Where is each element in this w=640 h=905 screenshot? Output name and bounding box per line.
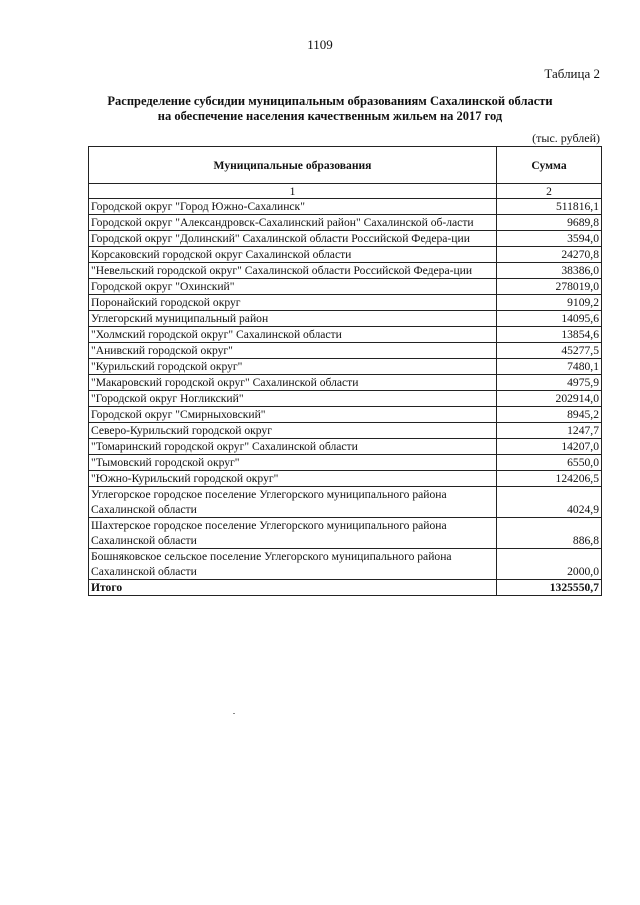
header-municipalities: Муниципальные образования [89,147,497,184]
subsidy-amount: 278019,0 [497,279,602,295]
table-label: Таблица 2 [544,66,600,81]
header-amount: Сумма [497,147,602,184]
table-row [89,487,602,518]
table-row [89,215,602,231]
table-row [89,263,602,279]
table-row [89,327,602,343]
municipality-name: Шахтерское городское поселение Углегорского муниципального района Сахалинской области [89,518,497,549]
table-row [89,343,602,359]
subsidy-amount: 1247,7 [497,423,602,439]
municipality-name: Северо-Курильский городской округ [89,423,497,439]
subsidy-amount: 14207,0 [497,439,602,455]
subsidy-amount: 124206,5 [497,471,602,487]
column-number-row [89,184,602,199]
municipality-name: "Тымовский городской округ" [89,455,497,471]
subsidy-amount: 511816,1 [497,199,602,215]
municipality-name: "Холмский городской округ" Сахалинской области [89,327,497,343]
municipality-name: Городской округ "Охинский" [89,279,497,295]
total-amount: 1325550,7 [497,580,602,596]
table-row [89,407,602,423]
municipality-name: Корсаковский городской округ Сахалинской области [89,247,497,263]
table-row [89,455,602,471]
subsidy-amount: 4975,9 [497,375,602,391]
subsidy-amount: 3594,0 [497,231,602,247]
municipality-name: "Анивский городской округ" [89,343,497,359]
municipality-name: Городской округ "Долинский" Сахалинской области Российской Федера-ции [89,231,497,247]
table-row [89,439,602,455]
municipality-name: Городской округ "Город Южно-Сахалинск" [89,199,497,215]
stray-mark [233,713,235,714]
subsidy-amount: 886,8 [497,518,602,549]
municipality-name: Углегорское городское поселение Углегорского муниципального района Сахалинской области [89,487,497,518]
document-title [60,94,600,124]
subsidy-amount: 13854,6 [497,327,602,343]
municipality-name: "Городской округ Ногликский" [89,391,497,407]
table-row [89,423,602,439]
subsidy-amount: 2000,0 [497,549,602,580]
subsidy-amount: 38386,0 [497,263,602,279]
column-number-1: 1 [89,184,497,199]
subsidy-amount: 9689,8 [497,215,602,231]
municipality-name: Городской округ "Александровск-Сахалинский район" Сахалинской об-ласти [89,215,497,231]
table-row [89,295,602,311]
subsidy-amount: 6550,0 [497,455,602,471]
table-row [89,375,602,391]
table-row [89,471,602,487]
municipality-name: Городской округ "Смирныховский" [89,407,497,423]
subsidy-amount: 24270,8 [497,247,602,263]
total-label: Итого [89,580,497,596]
table-row [89,247,602,263]
subsidy-amount: 4024,9 [497,487,602,518]
table-row [89,279,602,295]
column-number-2: 2 [497,184,602,199]
subsidy-amount: 202914,0 [497,391,602,407]
municipality-name: "Томаринский городской округ" Сахалинской области [89,439,497,455]
table-row [89,391,602,407]
page-number: 1109 [307,37,333,52]
subsidies-table [88,146,602,596]
municipality-name: "Макаровский городской округ" Сахалинской области [89,375,497,391]
table-row [89,311,602,327]
subsidy-amount: 14095,6 [497,311,602,327]
title-line-1: Распределение субсидии муниципальным образованиям Сахалинской области [107,94,553,108]
table-row [89,359,602,375]
municipality-name: "Южно-Курильский городской округ" [89,471,497,487]
municipality-name: Углегорский муниципальный район [89,311,497,327]
municipality-name: Бошняковское сельское поселение Углегорского муниципального района Сахалинской области [89,549,497,580]
municipality-name: "Курильский городской округ" [89,359,497,375]
subsidy-amount: 9109,2 [497,295,602,311]
subsidy-amount: 7480,1 [497,359,602,375]
title-line-2: на обеспечение населения качественным жильем на 2017 год [157,109,503,123]
table-row [89,231,602,247]
units-label: (тыс. рублей) [532,131,600,145]
table-header-row [89,147,602,184]
total-row [89,580,602,596]
subsidy-amount: 45277,5 [497,343,602,359]
municipality-name: "Невельский городской округ" Сахалинской области Российской Федера-ции [89,263,497,279]
table-row [89,549,602,580]
subsidy-amount: 8945,2 [497,407,602,423]
table-row [89,518,602,549]
table-row [89,199,602,215]
municipality-name: Поронайский городской округ [89,295,497,311]
